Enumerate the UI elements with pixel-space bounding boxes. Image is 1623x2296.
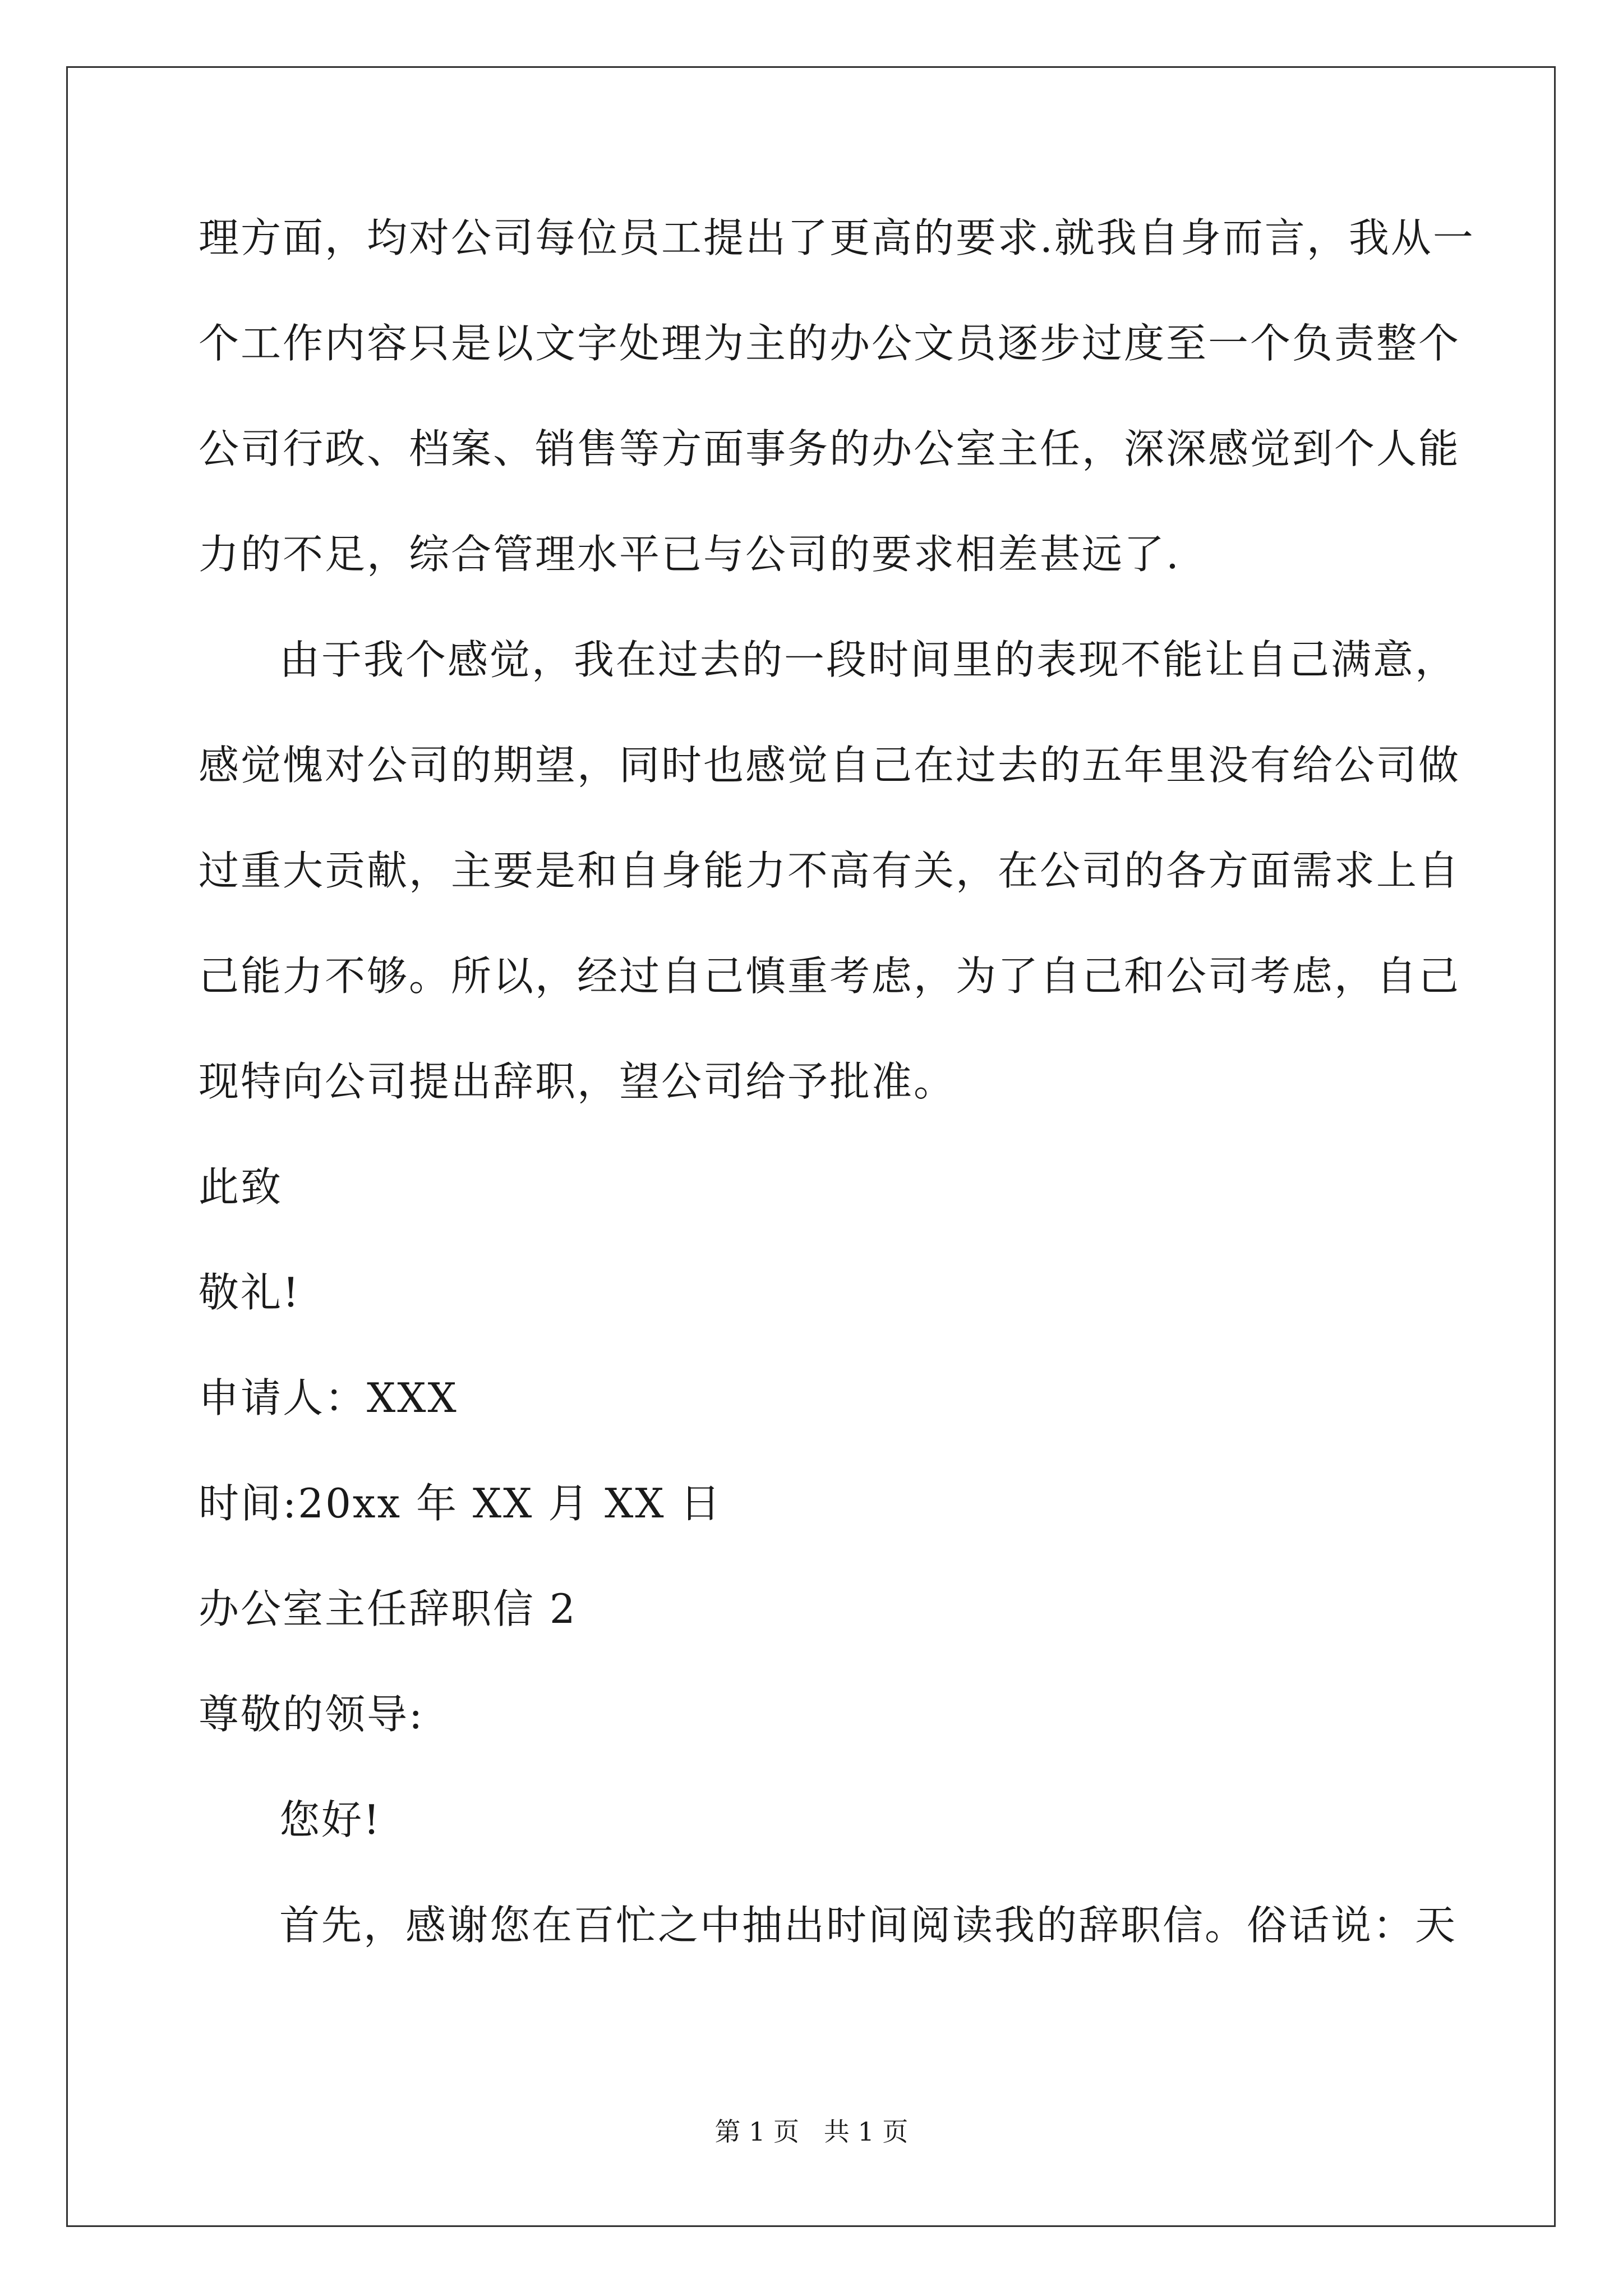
page-footer: 第 1 页 共 1 页 <box>714 2116 909 2147</box>
text-line: 由于我个感觉，我在过去的一段时间里的表现不能让自己满意， <box>279 636 1458 683</box>
text-line: 首先，感谢您在百忙之中抽出时间阅读我的辞职信。俗话说：天 <box>279 1902 1458 1949</box>
text-line: 理方面，均对公司每位员工提出了更高的要求.就我自身而言，我从一 <box>199 214 1475 261</box>
letter-greeting: 尊敬的领导: <box>199 1691 425 1738</box>
document-body <box>199 185 1475 1978</box>
text-line: 个工作内容只是以文字处理为主的办公文员逐步过度至一个负责整个 <box>199 320 1461 367</box>
text-line: 公司行政、档案、销售等方面事务的办公室主任，深深感觉到个人能 <box>199 425 1461 472</box>
date-line: 时间:20xx 年 XX 月 XX 日 <box>199 1480 722 1527</box>
text-line: 感觉愧对公司的期望，同时也感觉自己在过去的五年里没有给公司做 <box>199 742 1461 789</box>
closing-regards: 敬礼! <box>199 1269 301 1316</box>
text-line: 过重大贡献，主要是和自身能力不高有关，在公司的各方面需求上自 <box>199 847 1461 894</box>
letter-hello: 您好! <box>279 1796 381 1843</box>
text-line: 己能力不够。所以，经过自己慎重考虑，为了自己和公司考虑，自己 <box>199 953 1461 1000</box>
text-line: 现特向公司提出辞职，望公司给予批准。 <box>199 1058 956 1105</box>
applicant-line: 申请人：XXX <box>199 1374 458 1421</box>
closing-salutation: 此致 <box>199 1163 283 1211</box>
text-line: 力的不足，综合管理水平已与公司的要求相差甚远了. <box>199 531 1181 578</box>
letter-title: 办公室主任辞职信 2 <box>199 1585 577 1632</box>
